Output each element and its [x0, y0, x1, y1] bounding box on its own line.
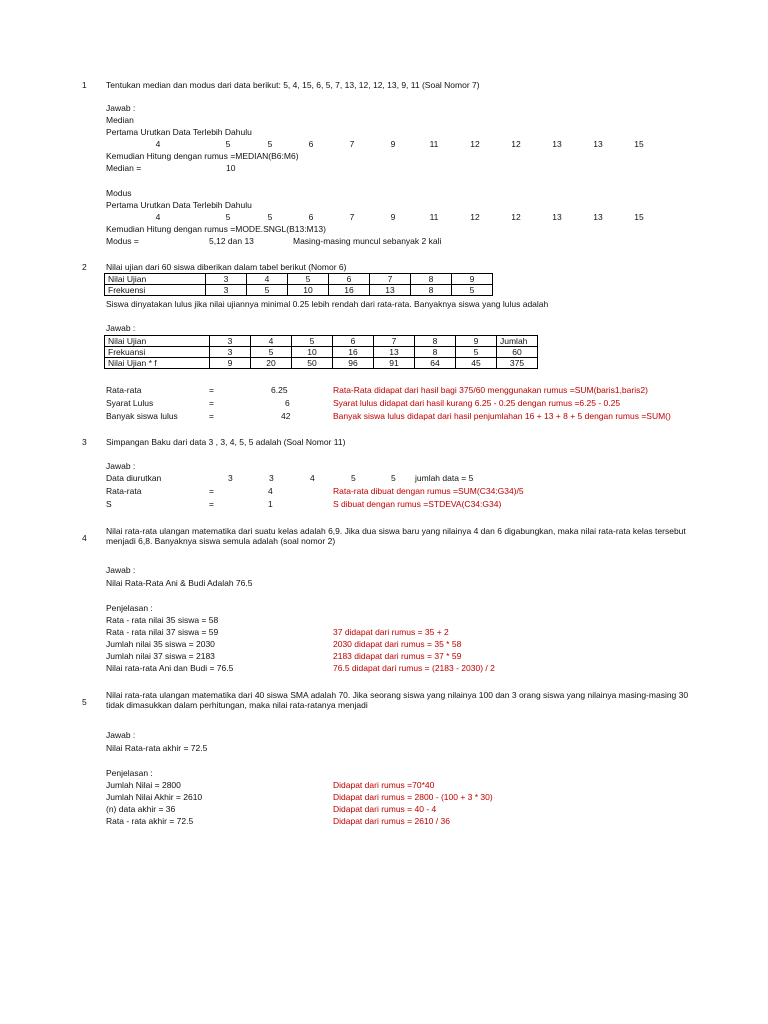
table-cell: 9 — [456, 336, 497, 347]
pass-threshold-label: Syarat Lulus — [106, 398, 154, 408]
data-value: 3 — [228, 473, 233, 483]
median-formula: Kemudian Hitung dengan rumus =MEDIAN(B6:M6) — [106, 151, 299, 161]
table-row — [105, 274, 493, 285]
table-cell: 5 — [452, 285, 493, 296]
table-cell: 8 — [411, 274, 452, 285]
explanation-line: Jumlah Nilai Akhir = 2610 — [106, 792, 203, 802]
sorted-value: 6 — [308, 212, 314, 222]
table-cell: 3 — [210, 347, 251, 358]
table-cell: 4 — [247, 274, 288, 285]
table-cell: 16 — [333, 347, 374, 358]
table-row — [105, 336, 538, 347]
data-value: 4 — [310, 473, 315, 483]
table-cell: 6 — [333, 336, 374, 347]
table-cell: 5 — [292, 336, 333, 347]
table-cell: Nilai Ujian * f — [105, 358, 210, 369]
question-1-text: Tentukan median dan modus dari data berikut: 5, 4, 15, 6, 5, 7, 13, 12, 12, 13, 9, 11 (Soal Nomor 7) — [106, 80, 480, 90]
mean-label: Rata-rata — [106, 385, 142, 395]
data-value: 5 — [391, 473, 396, 483]
std-dev-value: 1 — [268, 499, 273, 509]
table-cell: 4 — [251, 336, 292, 347]
answer-label: Jawab : — [106, 103, 136, 113]
table-cell: Jumlah — [497, 336, 538, 347]
explanation-line: Jumlah Nilai = 2800 — [106, 780, 181, 790]
data-value: 5 — [351, 473, 356, 483]
question-4-text: Nilai rata-rata ulangan matematika dari suatu kelas adalah 6,9. Jika dua siswa baru yang nilainya 4 dan 6 digabungkan, maka nilai rata-rata kelas tersebut menjadi 6,8. Banyaknya siswa semula adalah (soal nomor 2) — [106, 526, 686, 546]
modus-note: Masing-masing muncul sebanyak 2 kali — [293, 236, 442, 246]
sorted-value: 11 — [429, 139, 439, 149]
explanation-note: Didapat dari rumus =70*40 — [333, 780, 435, 790]
table-row — [105, 285, 493, 296]
pass-statement: Siswa dinyatakan lulus jika nilai ujiannya minimal 0.25 lebih rendah dari rata-rata. Banyaknya siswa yang lulus adalah — [106, 299, 549, 309]
table-cell: 16 — [329, 285, 370, 296]
sorted-value: 12 — [470, 139, 480, 149]
table-cell: 8 — [415, 336, 456, 347]
explanation-note: Didapat dari rumus = 40 - 4 — [333, 804, 437, 814]
question-3-text: Simpangan Baku dari data 3 , 3, 4, 5, 5 adalah (Soal Nomor 11) — [106, 437, 346, 447]
median-title: Median — [106, 115, 134, 125]
table-cell: 5 — [288, 274, 329, 285]
explanation-line: Rata - rata akhir = 72.5 — [106, 816, 194, 826]
equals-sign: = — [209, 499, 214, 509]
explanation-line: Rata - rata nilai 35 siswa = 58 — [106, 615, 219, 625]
sorted-value: 13 — [552, 212, 562, 222]
sorted-value: 12 — [511, 139, 521, 149]
equals-sign: = — [209, 398, 214, 408]
sorted-value: 5 — [225, 212, 231, 222]
answer-text: Nilai Rata-Rata Ani & Budi Adalah 76.5 — [106, 578, 253, 588]
data-count: jumlah data = 5 — [415, 473, 474, 483]
mean-note: Rata-rata dibuat dengan rumus =SUM(C34:G34)/5 — [333, 486, 524, 496]
table-cell: 91 — [374, 358, 415, 369]
sorted-value: 13 — [552, 139, 562, 149]
table-cell: 375 — [497, 358, 538, 369]
pass-count-label: Banyak siswa lulus — [106, 411, 178, 421]
table-cell: Frekuansi — [105, 347, 210, 358]
sorted-data-label: Data diurutkan — [106, 473, 162, 483]
table-cell: 60 — [497, 347, 538, 358]
question-number-4: 4 — [82, 533, 87, 543]
table-cell: 6 — [329, 274, 370, 285]
modus-title: Modus — [106, 188, 132, 198]
pass-threshold-value: 6 — [285, 398, 290, 408]
sorted-value: 13 — [593, 139, 603, 149]
question-number-2: 2 — [82, 262, 87, 272]
question-number-1: 1 — [82, 80, 87, 90]
answer-text: Nilai Rata-rata akhir = 72.5 — [106, 743, 208, 753]
question-2-text: Nilai ujian dari 60 siswa diberikan dalam tabel berikut (Nomor 6) — [106, 262, 347, 272]
answer-label: Jawab : — [106, 461, 136, 471]
table-cell: 13 — [374, 347, 415, 358]
explanation-note: 2030 didapat dari rumus = 35 * 58 — [333, 639, 462, 649]
explanation-note: Didapat dari rumus = 2800 - (100 + 3 * 30) — [333, 792, 493, 802]
equals-sign: = — [209, 385, 214, 395]
sorted-value: 15 — [634, 139, 644, 149]
question-number-5: 5 — [82, 697, 87, 707]
sorted-value: 4 — [155, 139, 161, 149]
mean-value: 4 — [268, 486, 273, 496]
table-cell: 13 — [370, 285, 411, 296]
sorted-value: 9 — [390, 212, 396, 222]
sorted-value: 5 — [225, 139, 231, 149]
mean-value: 6.25 — [271, 385, 288, 395]
explanation-label: Penjelasan : — [106, 603, 153, 613]
table-cell: 3 — [206, 274, 247, 285]
table-cell: 3 — [206, 285, 247, 296]
table-cell: 9 — [452, 274, 493, 285]
question-number-3: 3 — [82, 437, 87, 447]
explanation-line: Jumlah nilai 37 siswa = 2183 — [106, 651, 215, 661]
median-value: 10 — [226, 163, 236, 173]
sorted-data-row-median — [106, 139, 666, 150]
mean-note: Rata-Rata didapat dari hasil bagi 375/60 menggunakan rumus =SUM(baris1,baris2) — [333, 385, 648, 395]
modus-label: Modus = — [106, 236, 139, 246]
mean-label: Rata-rata — [106, 486, 142, 496]
table-cell: 7 — [374, 336, 415, 347]
explanation-note: 37 didapat dari rumus = 35 + 2 — [333, 627, 449, 637]
explanation-note: 2183 didapat dari rumus = 37 * 59 — [333, 651, 462, 661]
table-cell: Nilai Ujian — [105, 274, 206, 285]
pass-threshold-note: Syarat lulus didapat dari hasil kurang 6.25 - 0.25 dengan rumus =6.25 - 0.25 — [333, 398, 621, 408]
median-label: Median = — [106, 163, 142, 173]
equals-sign: = — [209, 486, 214, 496]
table-cell: 50 — [292, 358, 333, 369]
answer-label: Jawab : — [106, 730, 136, 740]
sorted-value: 6 — [308, 139, 314, 149]
modus-value: 5,12 dan 13 — [209, 236, 254, 246]
table-cell: 10 — [288, 285, 329, 296]
sorted-value: 5 — [267, 212, 273, 222]
sorted-value: 9 — [390, 139, 396, 149]
table-cell: 7 — [370, 274, 411, 285]
table-cell: 5 — [456, 347, 497, 358]
sorted-value: 4 — [155, 212, 161, 222]
explanation-line: Jumlah nilai 35 siswa = 2030 — [106, 639, 215, 649]
table-cell: 45 — [456, 358, 497, 369]
pass-count-value: 42 — [281, 411, 291, 421]
sorted-value: 7 — [349, 139, 355, 149]
sorted-value: 7 — [349, 212, 355, 222]
table-cell: 8 — [415, 347, 456, 358]
sorted-value: 12 — [511, 212, 521, 222]
sorted-value: 13 — [593, 212, 603, 222]
table-cell: 9 — [210, 358, 251, 369]
sorted-data-row-modus — [106, 212, 666, 223]
answer-label: Jawab : — [106, 323, 136, 333]
table-cell: 96 — [333, 358, 374, 369]
data-value: 3 — [269, 473, 274, 483]
table-cell: 3 — [210, 336, 251, 347]
std-dev-label: S — [106, 499, 112, 509]
explanation-label: Penjelasan : — [106, 768, 153, 778]
table-cell: 8 — [411, 285, 452, 296]
explanation-line: Rata - rata nilai 37 siswa = 59 — [106, 627, 219, 637]
table-cell: 5 — [247, 285, 288, 296]
explanation-note: Didapat dari rumus = 2610 / 36 — [333, 816, 450, 826]
equals-sign: = — [209, 411, 214, 421]
pass-count-note: Banyak siswa lulus didapat dari hasil penjumlahan 16 + 13 + 8 + 5 dengan rumus =SUM() — [333, 411, 671, 421]
sorted-value: 11 — [429, 212, 439, 222]
sorted-value: 5 — [267, 139, 273, 149]
table-cell: 64 — [415, 358, 456, 369]
question-5-text: Nilai rata-rata ulangan matematika dari 40 siswa SMA adalah 70. Jika seorang siswa yang nilainya 100 dan 3 orang siswa yang nilainya masing-masing 30 tidak dimasukkan dalam perhitungan, maka nilai rata-ratanya menjadi — [106, 690, 689, 710]
table-cell: 10 — [292, 347, 333, 358]
explanation-note: 76.5 didapat dari rumus = (2183 - 2030) / 2 — [333, 663, 495, 673]
sorted-value: 12 — [470, 212, 480, 222]
sort-instruction: Pertama Urutkan Data Terlebih Dahulu — [106, 200, 252, 210]
modus-formula: Kemudian Hitung dengan rumus =MODE.SNGL(B13:M13) — [106, 224, 326, 234]
sort-instruction: Pertama Urutkan Data Terlebih Dahulu — [106, 127, 252, 137]
score-calculation-table — [104, 335, 538, 369]
table-cell: Frekuensi — [105, 285, 206, 296]
table-cell: 20 — [251, 358, 292, 369]
score-frequency-table — [104, 273, 493, 296]
table-cell: 5 — [251, 347, 292, 358]
sorted-value: 15 — [634, 212, 644, 222]
table-row — [105, 347, 538, 358]
table-cell: Nilai Ujian — [105, 336, 210, 347]
explanation-line: (n) data akhir = 36 — [106, 804, 176, 814]
table-row — [105, 358, 538, 369]
explanation-line: Nilai rata-rata Ani dan Budi = 76.5 — [106, 663, 234, 673]
answer-label: Jawab : — [106, 565, 136, 575]
std-dev-note: S dibuat dengan rumus =STDEVA(C34:G34) — [333, 499, 502, 509]
